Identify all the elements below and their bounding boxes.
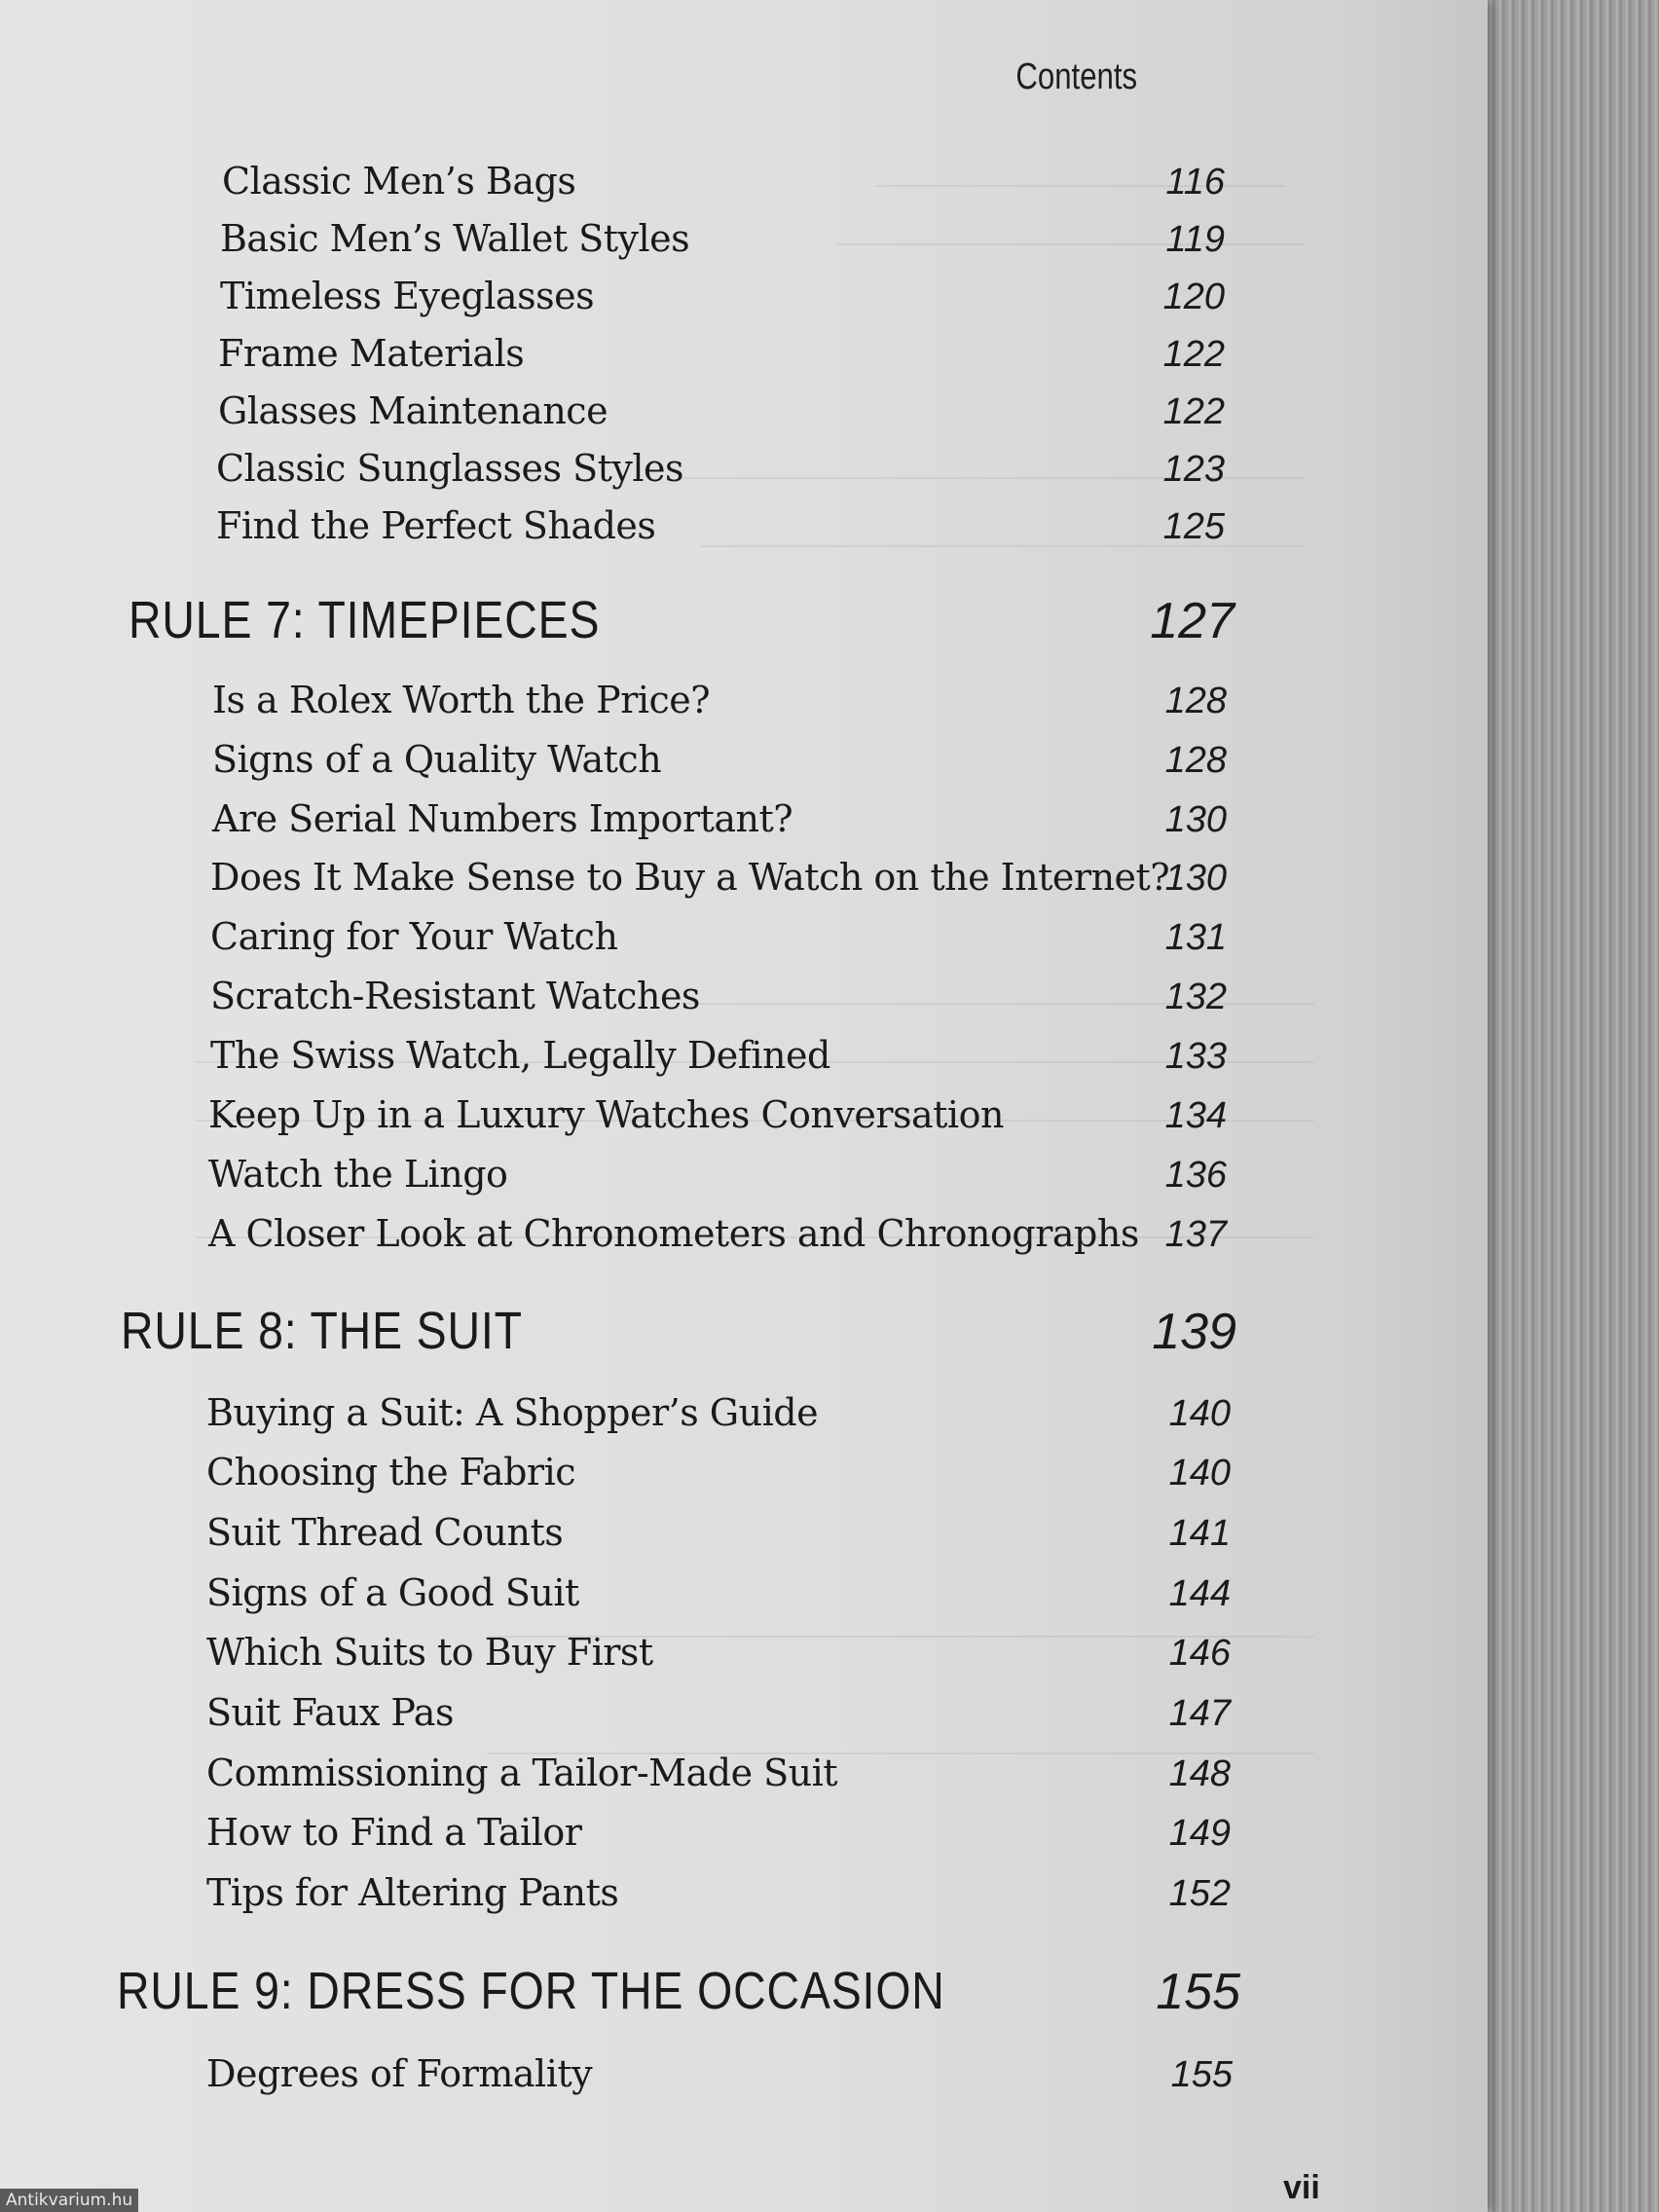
toc-entry-page: 136 [1164, 1155, 1227, 1196]
toc-entry-title: Suit Faux Pas [206, 1691, 454, 1734]
toc-entry-title: Choosing the Fabric [206, 1451, 576, 1493]
rule-heading: RULE 8: THE SUIT [121, 1302, 523, 1360]
toc-entry-title: Does It Make Sense to Buy a Watch on the Internet? [210, 856, 1170, 899]
toc-entry-page: 123 [1162, 449, 1225, 490]
show-through [837, 243, 1305, 245]
toc-entry-page: 119 [1165, 219, 1225, 260]
toc-entry-title: Signs of a Quality Watch [212, 738, 662, 781]
toc-entry-page: 140 [1168, 1393, 1231, 1434]
toc-entry-page: 144 [1168, 1573, 1231, 1614]
toc-entry-title: The Swiss Watch, Legally Defined [210, 1034, 830, 1077]
rule-heading: RULE 7: TIMEPIECES [129, 591, 601, 649]
toc-entry-title: Degrees of Formality [206, 2052, 593, 2095]
toc-entry-title: Is a Rolex Worth the Price? [212, 679, 711, 721]
toc-entry-page: 146 [1168, 1633, 1231, 1674]
toc-entry-title: How to Find a Tailor [206, 1811, 582, 1854]
toc-entry-page: 147 [1168, 1693, 1231, 1734]
toc-entry-title: Which Suits to Buy First [206, 1631, 653, 1674]
toc-entry-page: 140 [1168, 1453, 1231, 1493]
toc-entry-page: 122 [1162, 334, 1225, 375]
toc-entry-title: Buying a Suit: A Shopper’s Guide [206, 1391, 819, 1434]
toc-entry-page: 122 [1162, 391, 1225, 432]
toc-entry-page: 141 [1168, 1513, 1231, 1554]
page-folio: vii [1283, 2169, 1320, 2206]
toc-entry-title: A Closer Look at Chronometers and Chronographs [208, 1212, 1139, 1255]
toc-entry-title: Timeless Eyeglasses [220, 275, 595, 317]
toc-entry-page: 120 [1162, 276, 1225, 317]
toc-entry-page: 148 [1168, 1753, 1231, 1794]
toc-entry-page: 128 [1164, 681, 1227, 721]
toc-entry-page: 134 [1164, 1095, 1227, 1136]
toc-entry-page: 128 [1164, 740, 1227, 781]
toc-entry-title: Classic Sunglasses Styles [216, 447, 683, 490]
toc-entry-title: Scratch-Resistant Watches [210, 975, 700, 1017]
rule-heading: RULE 9: DRESS FOR THE OCCASION [117, 1962, 945, 2020]
toc-entry-page: 152 [1168, 1873, 1231, 1914]
rule-page-number: 139 [1152, 1304, 1236, 1360]
toc-entry-page: 131 [1164, 917, 1227, 958]
toc-entry-page: 137 [1164, 1214, 1227, 1255]
toc-entry-title: Basic Men’s Wallet Styles [220, 217, 690, 260]
toc-entry-title: Glasses Maintenance [218, 389, 608, 432]
running-header: Contents [1015, 56, 1137, 97]
toc-entry-title: Are Serial Numbers Important? [212, 797, 793, 840]
toc-entry-title: Caring for Your Watch [210, 915, 618, 958]
toc-entry-title: Watch the Lingo [208, 1153, 508, 1196]
toc-entry-page: 133 [1164, 1036, 1227, 1077]
toc-entry-page: 125 [1162, 506, 1225, 547]
rule-page-number: 155 [1156, 1964, 1240, 2020]
rule-page-number: 127 [1150, 593, 1235, 649]
page-edge-shadow [1488, 0, 1659, 2212]
watermark: Antikvarium.hu [0, 2189, 138, 2212]
toc-entry-page: 130 [1164, 799, 1227, 840]
toc-entry-page: 130 [1164, 858, 1227, 899]
toc-entry-page: 149 [1168, 1813, 1231, 1854]
toc-entry-title: Frame Materials [218, 332, 525, 375]
toc-entry-title: Signs of a Good Suit [206, 1571, 579, 1614]
toc-entry-title: Find the Perfect Shades [216, 504, 656, 547]
toc-entry-title: Classic Men’s Bags [222, 160, 576, 203]
toc-entry-page: 132 [1164, 977, 1227, 1017]
toc-entry-page: 155 [1170, 2054, 1233, 2095]
toc-entry-title: Tips for Altering Pants [206, 1871, 619, 1914]
toc-entry-page: 116 [1165, 162, 1225, 203]
toc-entry-title: Keep Up in a Luxury Watches Conversation [208, 1093, 1004, 1136]
toc-entry-title: Suit Thread Counts [206, 1511, 564, 1554]
toc-entry-title: Commissioning a Tailor-Made Suit [206, 1751, 838, 1794]
